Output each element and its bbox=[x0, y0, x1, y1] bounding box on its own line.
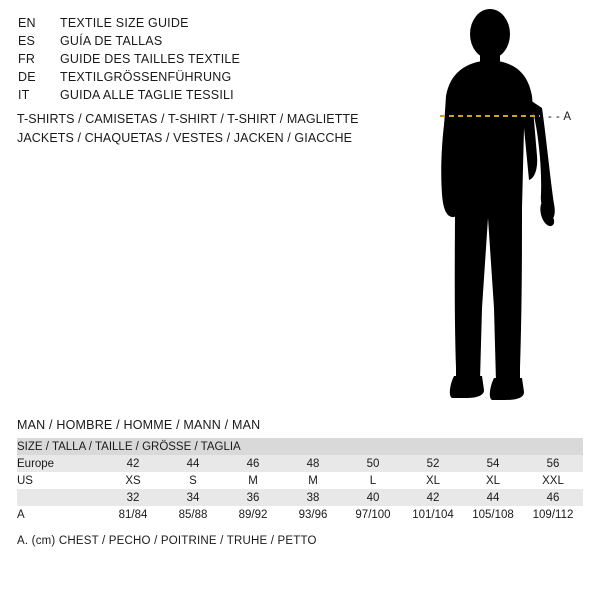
cell: 48 bbox=[306, 457, 320, 470]
size-table-block bbox=[17, 418, 583, 547]
language-row bbox=[18, 52, 418, 70]
cell: XL bbox=[485, 474, 501, 487]
cell: XXL bbox=[542, 474, 564, 487]
language-code: IT bbox=[18, 88, 30, 102]
language-code: FR bbox=[18, 52, 36, 66]
cell: 50 bbox=[366, 457, 380, 470]
row-label bbox=[17, 489, 103, 506]
chest-label-letter: A bbox=[563, 111, 572, 123]
cell: M bbox=[308, 474, 318, 487]
table-row bbox=[17, 506, 583, 523]
language-row bbox=[18, 88, 418, 106]
language-code: EN bbox=[18, 16, 36, 30]
cell: M bbox=[248, 474, 258, 487]
table-header-label: SIZE / TALLA / TAILLE / GRÖSSE / TAGLIA bbox=[17, 440, 241, 453]
language-row bbox=[18, 16, 418, 34]
cell: 34 bbox=[186, 491, 200, 504]
size-table bbox=[17, 438, 583, 523]
cell: XL bbox=[425, 474, 441, 487]
table-row bbox=[17, 455, 583, 472]
cell: 97/100 bbox=[355, 508, 391, 521]
language-text: GUIDA ALLE TAGLIE TESSILI bbox=[60, 88, 234, 102]
language-text: GUÍA DE TALLAS bbox=[60, 34, 163, 48]
chest-label bbox=[548, 111, 572, 123]
table-footnote: A. (cm) CHEST / PECHO / POITRINE / TRUHE / PETTO bbox=[17, 535, 317, 547]
cell: 44 bbox=[486, 491, 500, 504]
body-silhouette-figure bbox=[398, 8, 598, 408]
language-row bbox=[18, 34, 418, 52]
cell: 52 bbox=[426, 457, 440, 470]
table-row bbox=[17, 489, 583, 506]
cell: 44 bbox=[186, 457, 200, 470]
cell: 81/84 bbox=[118, 508, 148, 521]
category-jackets: JACKETS / CHAQUETAS / VESTES / JACKEN / GIACCHE bbox=[17, 131, 353, 145]
language-list bbox=[18, 16, 418, 106]
language-code: DE bbox=[18, 70, 36, 84]
cell: 54 bbox=[486, 457, 500, 470]
language-code: ES bbox=[18, 34, 36, 48]
language-text: TEXTILE SIZE GUIDE bbox=[60, 16, 189, 30]
row-label: A bbox=[17, 508, 25, 521]
cell: S bbox=[189, 474, 197, 487]
cell: 101/104 bbox=[412, 508, 454, 521]
cell: 42 bbox=[126, 457, 140, 470]
cell: 36 bbox=[246, 491, 260, 504]
language-text: TEXTILGRÖSSENFÜHRUNG bbox=[60, 70, 232, 84]
silhouette-svg bbox=[398, 8, 598, 408]
cell: 105/108 bbox=[472, 508, 514, 521]
cell: 89/92 bbox=[238, 508, 268, 521]
cell: L bbox=[369, 474, 377, 487]
language-text: GUIDE DES TAILLES TEXTILE bbox=[60, 52, 241, 66]
cell: 85/88 bbox=[178, 508, 208, 521]
cell: 38 bbox=[306, 491, 320, 504]
cell: 56 bbox=[546, 457, 560, 470]
cell: 93/96 bbox=[298, 508, 328, 521]
category-tshirts: T-SHIRTS / CAMISETAS / T-SHIRT / T-SHIRT / MAGLIETTE bbox=[17, 112, 359, 126]
chest-label-dashes: - - bbox=[548, 111, 561, 123]
table-header-row bbox=[17, 438, 583, 455]
language-row bbox=[18, 70, 418, 88]
cell: 40 bbox=[366, 491, 380, 504]
cell: 46 bbox=[246, 457, 260, 470]
cell: 42 bbox=[426, 491, 440, 504]
table-title: MAN / HOMBRE / HOMME / MANN / MAN bbox=[17, 418, 261, 432]
garment-categories bbox=[17, 110, 437, 148]
cell: 46 bbox=[546, 491, 560, 504]
cell: 32 bbox=[126, 491, 140, 504]
table-row bbox=[17, 472, 583, 489]
cell: 109/112 bbox=[532, 508, 574, 521]
row-label: Europe bbox=[17, 457, 55, 470]
row-label: US bbox=[17, 474, 33, 487]
cell: XS bbox=[125, 474, 141, 487]
